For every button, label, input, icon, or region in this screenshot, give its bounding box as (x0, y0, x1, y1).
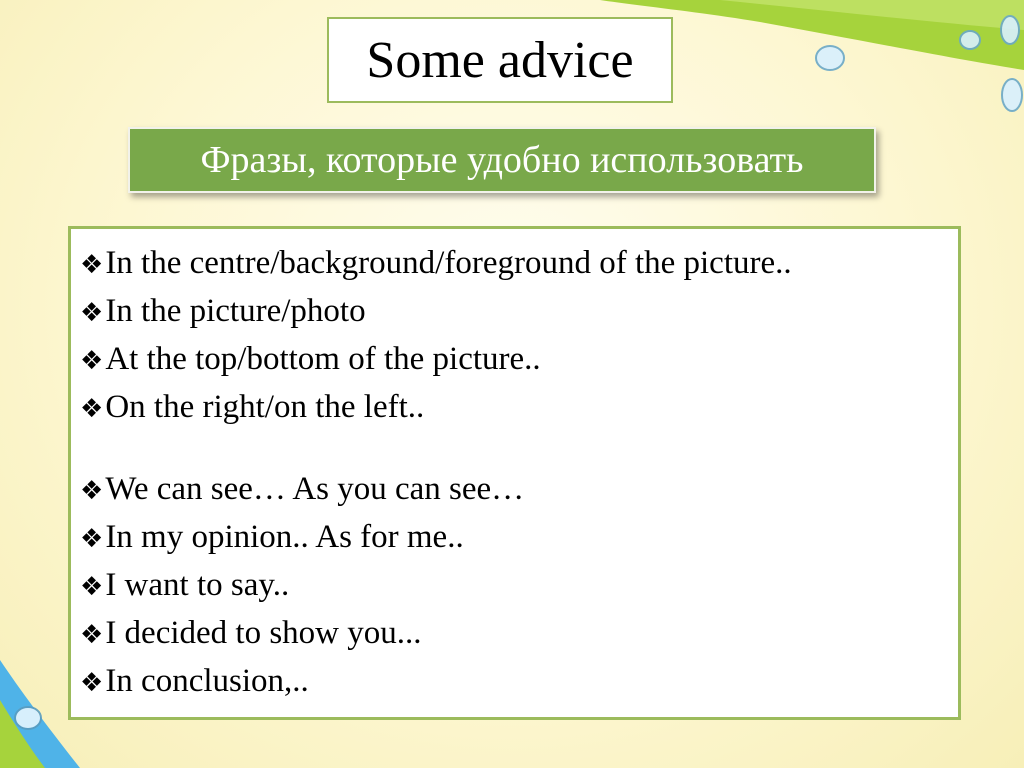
slide-title-text: Some advice (366, 31, 634, 89)
diamond-bullet-icon: ❖ (80, 394, 104, 424)
list-item: ❖We can see… As you can see… (80, 471, 525, 507)
diamond-bullet-icon: ❖ (80, 620, 104, 650)
diamond-bullet-icon: ❖ (80, 524, 104, 554)
phrase-list-box (68, 226, 961, 720)
list-item: ❖I want to say.. (80, 567, 290, 603)
list-item: ❖In the picture/photo (80, 293, 366, 329)
diamond-bullet-icon: ❖ (80, 572, 104, 602)
water-drop-icon (816, 46, 844, 70)
slide-subtitle (128, 127, 876, 193)
diamond-bullet-icon: ❖ (80, 346, 104, 376)
diamond-bullet-icon: ❖ (80, 476, 104, 506)
list-item: ❖At the top/bottom of the picture.. (80, 341, 541, 377)
slide-subtitle-text: Фразы, которые удобно использовать (200, 139, 804, 181)
diamond-bullet-icon: ❖ (80, 250, 104, 280)
slide-title (327, 17, 673, 103)
water-drop-icon (1002, 79, 1022, 111)
diamond-bullet-icon: ❖ (80, 668, 104, 698)
water-drop-icon (1001, 16, 1019, 44)
list-item: ❖In my opinion.. As for me.. (80, 519, 464, 555)
water-drop-icon (15, 707, 41, 729)
water-drop-icon (960, 31, 980, 49)
diamond-bullet-icon: ❖ (80, 298, 104, 328)
list-item: ❖In the centre/background/foreground of the picture.. (80, 245, 792, 281)
list-item: ❖I decided to show you... (80, 615, 422, 651)
list-item: ❖On the right/on the left.. (80, 389, 425, 425)
list-spacer (80, 431, 958, 465)
list-item: ❖In conclusion,.. (80, 663, 309, 699)
